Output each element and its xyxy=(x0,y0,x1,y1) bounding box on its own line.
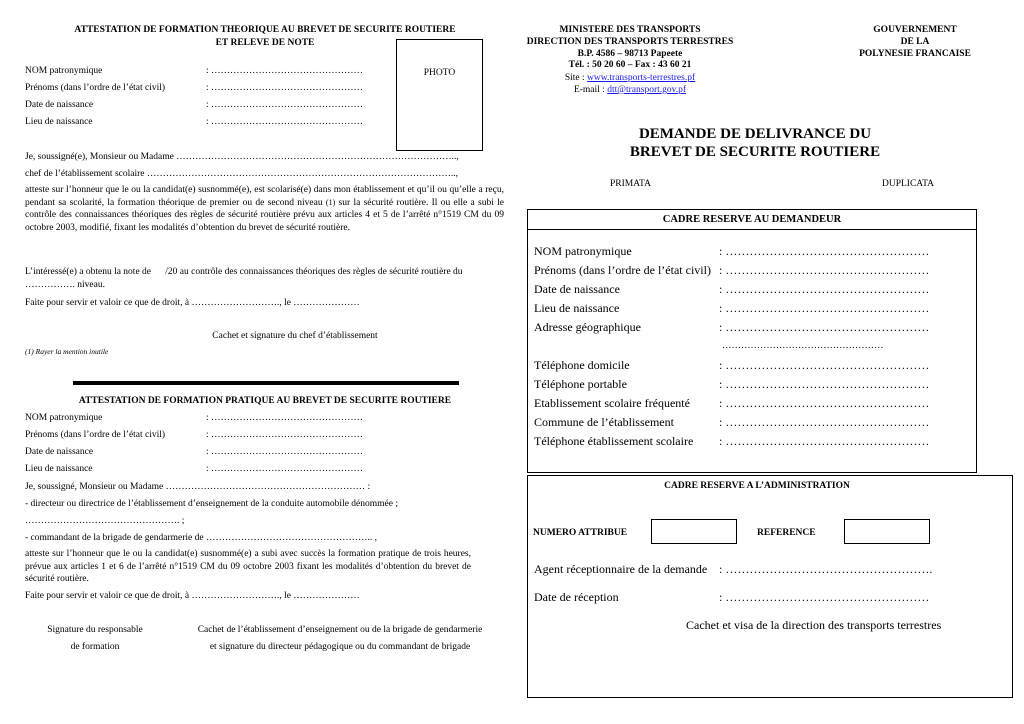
signature-responsible-line2: de formation xyxy=(70,642,120,652)
photo-box[interactable] xyxy=(396,39,483,151)
main-title: DEMANDE DE DELIVRANCE DU BREVET DE SECURITE ROUTIERE xyxy=(629,126,881,160)
reference-input[interactable] xyxy=(844,519,930,544)
administration-section: CADRE RESERVE A L’ADMINISTRATION NUMERO ATTRIBUE REFERENCE Agent réceptionnaire de la demande : ……………………………………………. Date de réception : …………………………………………… Cachet et visa de la direction des transports terrestres xyxy=(527,475,1013,698)
theory-footnote: (1) Rayer la mention inutile xyxy=(25,347,109,356)
practical-commander: - commandant de la brigade de gendarmerie de …………………………………………….. , xyxy=(25,533,377,543)
stamp-establishment-line2: et signature du directeur pédagogique ou du commandant de brigade xyxy=(209,642,471,652)
practical-done-at: Faite pour servir et valoir ce que de droit, à ………………………., le ………………… xyxy=(25,591,360,601)
email-line: E-mail : dtt@transport.gov.pf xyxy=(573,85,687,95)
signature-responsible-line1: Signature du responsable xyxy=(47,625,143,635)
applicant-address-extra[interactable]: …………………………………………… xyxy=(722,341,884,351)
section-separator xyxy=(73,381,459,385)
site-line: Site : www.transports-terrestres.pf xyxy=(564,73,696,83)
photo-label: PHOTO xyxy=(423,68,456,78)
admin-visa-label: Cachet et visa de la direction des transports terrestres xyxy=(686,618,942,632)
reference-label: REFERENCE xyxy=(757,528,816,538)
government-header: GOUVERNEMENT DE LA POLYNESIE FRANCAISE xyxy=(859,25,971,59)
theory-stamp-label: Cachet et signature du chef d’établissement xyxy=(212,331,378,341)
site-link[interactable]: www.transports-terrestres.pf xyxy=(587,73,696,83)
theory-title-line1: ATTESTATION DE FORMATION THEORIQUE AU BREVET DE SECURITE ROUTIERE xyxy=(74,25,456,35)
practical-title: ATTESTATION DE FORMATION PRATIQUE AU BREVET DE SECURITE ROUTIERE xyxy=(78,396,452,406)
applicant-section: CADRE RESERVE AU DEMANDEUR NOM patronymique : …………………………………………… Prénoms (dans l’ordre de l’état civil) : …………………………………………… Date de naissance : …………………………………………… Lieu de naissance : …………………………………………… Adresse géographique : …………………………………………… …………………………………………… Téléphone domicile : …………………………………………… Téléphone portable : …………………………………………… Etablissement scolaire fréquenté : …………………………………………… Commune de l’établissement : …………………………………………… Téléphone établissement scolaire : …………………………………………… xyxy=(527,209,977,473)
practical-undersigned: Je, soussigné, Monsieur ou Madame ……………………………………………………… : xyxy=(25,482,371,492)
duplicata-option[interactable]: DUPLICATA xyxy=(882,179,935,189)
theory-undersigned: Je, soussigné(e), Monsieur ou Madame …………………………………………………………………………….., xyxy=(25,152,459,162)
theory-attestation: atteste sur l’honneur que le ou la candidat(e) susnommé(e), est scolarisé(e) dans mon établissement et qu’il ou qu’elle a reçu, pendant sa scolarité, la formation théorique de premier ou de second niveau (1) sur la sécurité routière. Il ou elle a subi le contrôle des connaissances théoriques des règles de sécurité routière prévu aux articles 4 et 5 de l’arrêté n°1519 CM du 09 octobre 2003, modifié, fixant les modalités d’obtention du brevet de sécurité routière. xyxy=(25,185,505,233)
applicant-title: CADRE RESERVE AU DEMANDEUR xyxy=(662,214,842,225)
theory-done-at: Faite pour servir et valoir ce que de droit, à ………………………., le ………………… xyxy=(25,298,360,308)
ministry-header: MINISTERE DES TRANSPORTS DIRECTION DES TRANSPORTS TERRESTRES B.P. 4586 – 98713 Papeete Tél. : 50 20 60 – Fax : 43 60 21 xyxy=(526,25,734,71)
email-link[interactable]: dtt@transport.gov.pf xyxy=(607,85,687,95)
practical-director: - directeur ou directrice de l’établissement d’enseignement de la conduite automobile dénommée ; xyxy=(25,499,398,509)
theory-school-head: chef de l’établissement scolaire …………………………………………………………………………………….., xyxy=(25,169,458,179)
stamp-establishment-line1: Cachet de l’établissement d’enseignement ou de la brigade de gendarmerie xyxy=(197,625,483,635)
practical-director-dots: …………………………………………. ; xyxy=(25,516,185,526)
practical-attestation: atteste sur l’honneur que le ou la candidat(e) susnommé(e) a subi avec succès la formation pratique de trois heures, prévue aux articles 1 et 6 de l’arrêté n°1519 CM du 09 octobre 2003 fixant les modalités d’obtention du brevet de sécurité routière. xyxy=(25,549,471,584)
numero-label: NUMERO ATTRIBUE xyxy=(533,528,628,538)
admin-title: CADRE RESERVE A L’ADMINISTRATION xyxy=(664,481,850,491)
primata-option[interactable]: PRIMATA xyxy=(610,179,651,189)
theory-grade-line: L’intéressé(e) a obtenu la note de /20 au contrôle des connaissances théoriques des règles de sécurité routière du ……………. niveau. xyxy=(25,267,465,290)
applicant-title-rule xyxy=(528,229,976,230)
numero-input[interactable] xyxy=(651,519,737,544)
theory-title-line2: ET RELEVE DE NOTE xyxy=(215,38,315,48)
